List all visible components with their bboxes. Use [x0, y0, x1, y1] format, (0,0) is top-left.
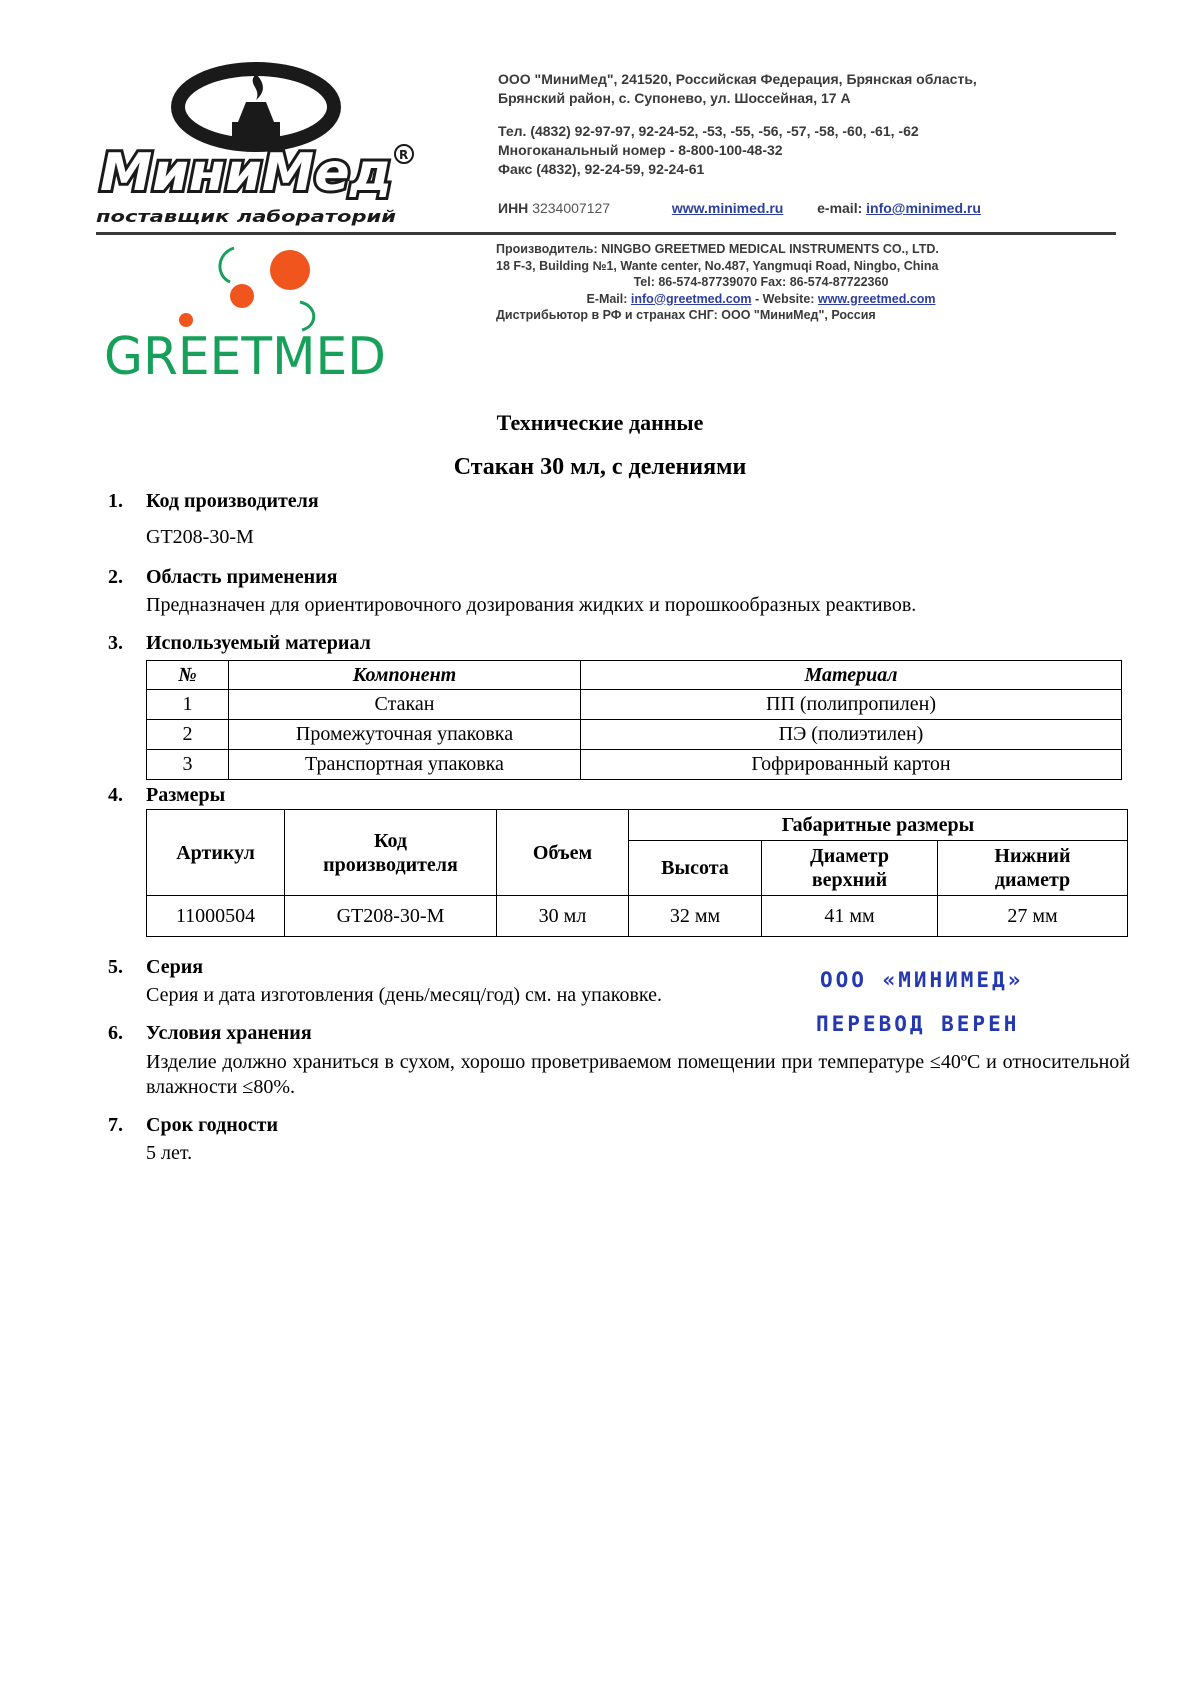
manufacturer-code-value: GT208-30-M [146, 526, 254, 548]
application-text: Предназначен для ориентировочного дозирования жидких и порошкообразных реактивов. [146, 594, 917, 616]
email-label: e-mail: [817, 200, 863, 216]
material-table-header-row [147, 661, 1122, 690]
section-title: Область применения [146, 566, 338, 588]
manufacturer-email-link[interactable]: info@greetmed.com [630, 291, 752, 306]
table-cell: Промежуточная упаковка [229, 720, 581, 750]
column-header: Высота [629, 841, 762, 896]
section-3-heading [108, 632, 371, 655]
company-hotline: Многоканальный номер - 8-800-100-48-32 [498, 142, 783, 158]
section-2-heading [108, 566, 338, 589]
section-7-heading [108, 1114, 278, 1137]
company-contact-row [498, 200, 981, 216]
code-cell: GT208-30-M [285, 896, 497, 937]
height-cell: 32 мм [629, 896, 762, 937]
section-4-heading [108, 784, 225, 807]
column-header: Материал [581, 661, 1122, 690]
company-phone: Тел. (4832) 92-97-97, 92-24-52, -53, -55, -56, -57, -58, -60, -61, -62 [498, 123, 919, 139]
material-table [146, 660, 1122, 780]
header-divider [96, 232, 1116, 235]
company-line: Брянский район, с. Супонево, ул. Шоссейная, 17 А [498, 90, 851, 106]
table-cell: Гофрированный картон [581, 750, 1122, 780]
section-1-heading [108, 490, 319, 513]
section-title: Размеры [146, 784, 226, 806]
column-header: Диаметр верхний [762, 841, 938, 896]
manufacturer-email-label: E-Mail: [586, 291, 628, 306]
table-row [147, 896, 1128, 937]
table-cell: 2 [147, 720, 229, 750]
manufacturer-website-label: - Website: [754, 291, 815, 306]
series-text: Серия и дата изготовления (день/месяц/год) см. на упаковке. [146, 984, 662, 1006]
column-header: Артикул [147, 810, 285, 896]
inn-label: ИНН [498, 200, 529, 216]
column-header: Компонент [229, 661, 581, 690]
stamp-translation-certified: ПЕРЕВОД ВЕРЕН [816, 1012, 1020, 1036]
section-number: 4. [108, 784, 123, 806]
greetmed-logo [104, 240, 394, 380]
dimensions-header-row [147, 810, 1128, 841]
manufacturer-website-link[interactable]: www.greetmed.com [817, 291, 936, 306]
distributor-line: Дистрибьютор в РФ и странах СНГ: ООО "МиниМед", Россия [496, 308, 876, 322]
table-row [147, 750, 1122, 780]
storage-text: Изделие должно храниться в сухом, хорошо проветриваемом помещении при температуре ≤40ºС и относительной влажности ≤80%. [146, 1051, 1130, 1098]
column-header: № [147, 661, 229, 690]
section-title: Используемый материал [146, 632, 371, 654]
top-diameter-cell: 41 мм [762, 896, 938, 937]
doc-subtitle: Стакан 30 мл, с делениями [453, 454, 747, 480]
company-fax: Факс (4832), 92-24-59, 92-24-61 [498, 161, 705, 177]
section-number: 2. [108, 566, 123, 588]
section-title: Серия [146, 956, 204, 978]
table-cell: 3 [147, 750, 229, 780]
stamp-company: ООО «МИНИМЕД» [820, 968, 1024, 992]
section-number: 6. [108, 1022, 123, 1044]
manufacturer-name: Производитель: NINGBO GREETMED MEDICAL INSTRUMENTS CO., LTD. [496, 242, 939, 256]
section-number: 7. [108, 1114, 123, 1136]
section-number: 1. [108, 490, 123, 512]
volume-cell: 30 мл [497, 896, 629, 937]
column-header: Код производителя [285, 810, 497, 896]
company-address-block [498, 70, 1108, 179]
table-row [147, 690, 1122, 720]
table-cell: Транспортная упаковка [229, 750, 581, 780]
dimensions-table [146, 809, 1128, 937]
svg-text:R: R [399, 148, 409, 162]
minimed-logo-wordmark: МиниМед [100, 143, 392, 203]
table-row [147, 720, 1122, 750]
inn-value: 3234007127 [532, 200, 611, 216]
column-header: Нижний диаметр [938, 841, 1128, 896]
section-number: 3. [108, 632, 123, 654]
section-title: Условия хранения [146, 1022, 312, 1044]
manufacturer-address: 18 F-3, Building №1, Wante center, No.487, Yangmuqi Road, Ningbo, China [496, 258, 939, 273]
manufacturer-phone-fax: Tel: 86-574-87739070 Fax: 86-574-87722360 [633, 275, 889, 289]
column-group-header: Габаритные размеры [629, 810, 1128, 841]
section-number: 5. [108, 956, 123, 978]
table-cell: ПП (полипропилен) [581, 690, 1122, 720]
section-title: Код производителя [146, 490, 319, 512]
shelf-life-text: 5 лет. [146, 1142, 193, 1164]
minimed-logo-tagline: поставщик лабораторий [96, 207, 396, 226]
section-title: Срок годности [146, 1114, 278, 1136]
table-cell: ПЭ (полиэтилен) [581, 720, 1122, 750]
table-cell: Стакан [229, 690, 581, 720]
company-website-link[interactable]: www.minimed.ru [671, 200, 784, 216]
table-cell: 1 [147, 690, 229, 720]
minimed-logo [96, 62, 426, 232]
section-6-heading [108, 1022, 312, 1045]
column-header: Объем [497, 810, 629, 896]
bottom-diameter-cell: 27 мм [938, 896, 1128, 937]
manufacturer-block [496, 241, 1116, 324]
greetmed-wordmark: GREETMED [104, 327, 386, 380]
section-5-heading [108, 956, 203, 979]
article-cell: 11000504 [147, 896, 285, 937]
doc-title: Технические данные [496, 410, 704, 435]
company-line: ООО "МиниМед", 241520, Российская Федерация, Брянская область, [498, 71, 977, 87]
company-email-link[interactable]: info@minimed.ru [866, 200, 981, 216]
